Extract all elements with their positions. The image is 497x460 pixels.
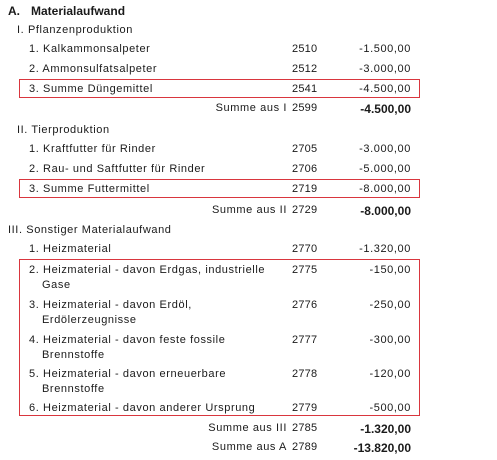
row-label: 4. Heizmaterial - davon feste fossile (29, 334, 226, 346)
row-value: -500,00 (369, 402, 411, 414)
row-label: 6. Heizmaterial - davon anderer Ursprung (29, 402, 256, 414)
row-label: 3. Summe Düngemittel (29, 83, 153, 95)
row-code: 2541 (292, 83, 318, 95)
page-title: Materialaufwand (31, 4, 126, 18)
row-value: -4.500,00 (359, 83, 411, 95)
row-label: 2. Ammonsulfatsalpeter (29, 63, 158, 75)
row-code: 2776 (292, 299, 318, 311)
row-label: 1. Kraftfutter für Rinder (29, 143, 156, 155)
row-value: -8.000,00 (359, 183, 411, 195)
row-code: 2719 (292, 183, 318, 195)
row-value: -120,00 (369, 368, 411, 380)
row-label: 2. Heizmaterial - davon Erdgas, industrielle (29, 264, 266, 276)
row-label: 5. Heizmaterial - davon erneuerbare (29, 368, 227, 380)
section-heading-pflanzen: I. Pflanzenproduktion (17, 24, 133, 36)
section-heading-tier: II. Tierproduktion (17, 124, 110, 136)
row-label: 1. Kalkammonsalpeter (29, 43, 151, 55)
row-label-continued: Brennstoffe (42, 383, 105, 395)
row-code: 2775 (292, 264, 318, 276)
section-heading-sonstiger: III. Sonstiger Materialaufwand (8, 224, 172, 236)
row-code: 2706 (292, 163, 318, 175)
sum-code: 2599 (292, 102, 318, 114)
total-value: -13.820,00 (353, 441, 411, 455)
row-label: 3. Heizmaterial - davon Erdöl, (29, 299, 192, 311)
sum-label: Summe aus III (208, 422, 287, 434)
total-code: 2789 (292, 441, 318, 453)
row-code: 2778 (292, 368, 318, 380)
row-value: -3.000,00 (359, 143, 411, 155)
sum-value: -4.500,00 (360, 102, 411, 116)
row-code: 2777 (292, 334, 318, 346)
row-value: -3.000,00 (359, 63, 411, 75)
row-value: -1.320,00 (359, 243, 411, 255)
row-value: -300,00 (369, 334, 411, 346)
section-letter: A. (8, 4, 20, 18)
row-code: 2779 (292, 402, 318, 414)
row-label: 2. Rau- und Saftfutter für Rinder (29, 163, 206, 175)
sum-code: 2785 (292, 422, 318, 434)
sum-value: -8.000,00 (360, 204, 411, 218)
row-label: 1. Heizmaterial (29, 243, 112, 255)
sum-code: 2729 (292, 204, 318, 216)
row-code: 2770 (292, 243, 318, 255)
row-label: 3. Summe Futtermittel (29, 183, 150, 195)
row-code: 2512 (292, 63, 318, 75)
row-value: -1.500,00 (359, 43, 411, 55)
row-value: -250,00 (369, 299, 411, 311)
sum-value: -1.320,00 (360, 422, 411, 436)
row-value: -5.000,00 (359, 163, 411, 175)
row-value: -150,00 (369, 264, 411, 276)
sum-label: Summe aus II (211, 204, 287, 216)
total-label: Summe aus A (211, 441, 287, 453)
sum-label: Summe aus I (215, 102, 287, 114)
row-code: 2510 (292, 43, 318, 55)
row-label-continued: Gase (42, 279, 71, 291)
row-code: 2705 (292, 143, 318, 155)
row-label-continued: Erdölerzeugnisse (42, 314, 137, 326)
row-label-continued: Brennstoffe (42, 349, 105, 361)
